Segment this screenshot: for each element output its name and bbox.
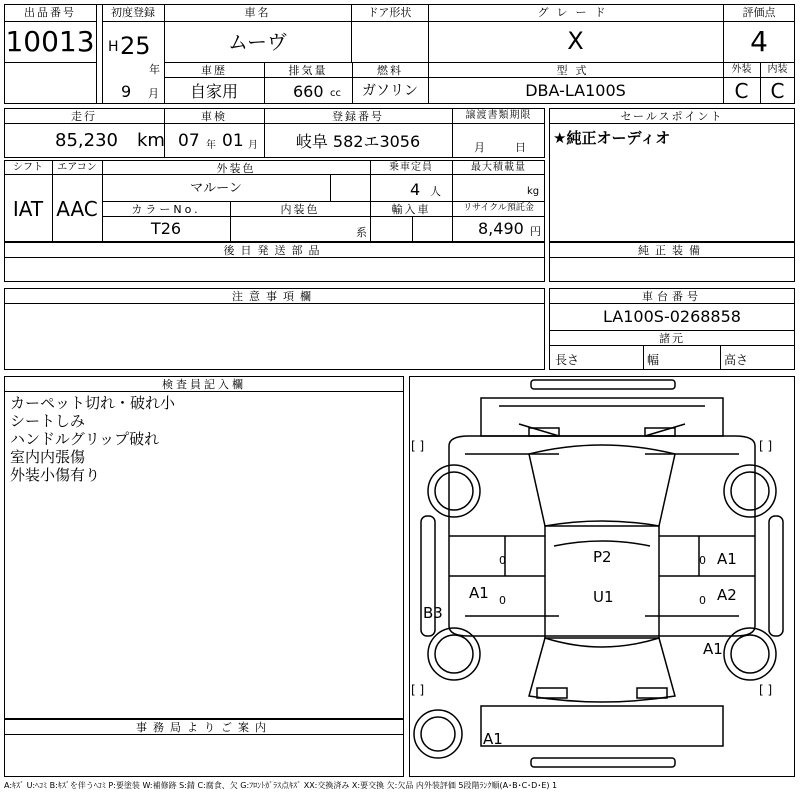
transfer-day-unit: 日 bbox=[515, 141, 526, 154]
reg-label: 初度登録 bbox=[111, 6, 155, 19]
lot-no-label: 出品番号 bbox=[24, 6, 76, 19]
ac: AAC bbox=[56, 197, 98, 221]
color-no-label: カラーNo. bbox=[131, 203, 201, 216]
insp-year-unit: 年 bbox=[206, 140, 216, 151]
transfer-label: 譲渡書類期限 bbox=[465, 110, 532, 121]
bracket-mark: [ ] bbox=[759, 439, 773, 453]
later-parts-label: 後日発送部品 bbox=[223, 244, 326, 257]
mark-a1-spare: A1 bbox=[483, 730, 503, 748]
inspector-line: ハンドルグリップ破れ bbox=[10, 430, 160, 448]
disp-unit: cc bbox=[330, 88, 341, 99]
bracket-mark: [ ] bbox=[759, 683, 773, 697]
sales-point: ★純正オーディオ bbox=[553, 129, 671, 147]
transfer-month-unit: 月 bbox=[474, 141, 485, 154]
length-label: 長さ bbox=[555, 353, 580, 367]
recycle-label: リサイクル預託金 bbox=[463, 203, 534, 213]
dims-label: 諸元 bbox=[659, 332, 685, 345]
reg-month: 9 bbox=[121, 82, 132, 101]
insp-month: 01 bbox=[222, 131, 244, 151]
color-no: T26 bbox=[150, 219, 182, 238]
ext-score: C bbox=[734, 79, 749, 103]
plate-label: 登録番号 bbox=[332, 110, 384, 123]
interior-unit: 系 bbox=[356, 226, 367, 239]
era: H bbox=[108, 39, 119, 55]
seats: 4 bbox=[410, 180, 421, 199]
width-label: 幅 bbox=[647, 353, 660, 367]
load-unit: kg bbox=[527, 186, 540, 197]
model-label: 型式 bbox=[556, 64, 595, 77]
inspection-label: 車検 bbox=[201, 110, 227, 123]
history: 自家用 bbox=[189, 82, 238, 101]
grade: X bbox=[567, 27, 584, 55]
insp-year: 07 bbox=[178, 131, 200, 151]
mark-zero: 0 bbox=[499, 554, 506, 567]
mark-b3: B3 bbox=[423, 604, 443, 622]
mark-zero: 0 bbox=[699, 594, 706, 607]
mark-a1-right-front: A1 bbox=[717, 550, 737, 568]
inspector-line: 室内内張傷 bbox=[10, 448, 86, 466]
int-label: 内装 bbox=[767, 64, 788, 75]
lot-no: 10013 bbox=[5, 25, 95, 58]
score-label: 評価点 bbox=[742, 6, 776, 19]
mileage-label: 走行 bbox=[71, 110, 97, 123]
mileage-unit: km bbox=[137, 130, 165, 151]
recycle: 8,490 bbox=[478, 219, 524, 238]
int-score: C bbox=[770, 79, 785, 103]
shift: IAT bbox=[12, 197, 44, 221]
grade-label: グレード bbox=[537, 6, 614, 19]
color: マルーン bbox=[190, 181, 242, 196]
ext-label: 外装 bbox=[731, 64, 752, 75]
plate: 岐阜 582エ3056 bbox=[295, 132, 421, 151]
notes-label: 注意事項欄 bbox=[232, 290, 317, 303]
inspector-line: シートしみ bbox=[10, 412, 86, 430]
insp-month-unit: 月 bbox=[248, 140, 258, 151]
color-label: 外装色 bbox=[216, 162, 256, 175]
sales-label: セールスポイント bbox=[620, 110, 724, 123]
mileage: 85,230 bbox=[55, 130, 118, 151]
mark-zero: 0 bbox=[499, 594, 506, 607]
inspector-line: 外装小傷有り bbox=[10, 466, 101, 484]
interior-label: 内装色 bbox=[280, 203, 320, 216]
chassis-label: 車台番号 bbox=[642, 290, 702, 303]
mark-u1: U1 bbox=[593, 588, 614, 606]
year-unit: 年 bbox=[149, 63, 160, 76]
office-label: 事務局よりご案内 bbox=[136, 721, 272, 734]
inspector-label: 検査員記入欄 bbox=[162, 378, 246, 391]
mark-a2-right: A2 bbox=[717, 586, 737, 604]
fuel-label: 燃料 bbox=[377, 64, 403, 77]
import-label: 輸入車 bbox=[391, 203, 431, 216]
score: 4 bbox=[750, 25, 768, 58]
model: DBA-LA100S bbox=[525, 81, 626, 100]
name-label: 車名 bbox=[244, 6, 271, 19]
load-label: 最大積載量 bbox=[471, 162, 526, 173]
bracket-mark: [ ] bbox=[411, 439, 425, 453]
history-label: 車歴 bbox=[201, 64, 227, 77]
chassis: LA100S-0268858 bbox=[603, 307, 741, 326]
seats-label: 乗車定員 bbox=[389, 162, 433, 173]
mark-zero: 0 bbox=[699, 554, 706, 567]
mark-a1-right-rear: A1 bbox=[703, 640, 723, 658]
door-label: ドア形状 bbox=[367, 6, 412, 19]
reg-year: 25 bbox=[120, 32, 151, 60]
shift-label: シフト bbox=[13, 162, 43, 173]
month-unit: 月 bbox=[148, 87, 159, 100]
height-label: 高さ bbox=[724, 353, 749, 367]
seats-unit: 人 bbox=[430, 185, 441, 198]
inspector-line: カーペット切れ・破れ小 bbox=[10, 394, 176, 412]
bracket-mark: [ ] bbox=[411, 683, 425, 697]
fuel: ガソリン bbox=[362, 83, 418, 99]
genuine-label: 純正装備 bbox=[638, 244, 706, 257]
disp: 660 bbox=[293, 82, 324, 101]
car-diagram bbox=[409, 376, 795, 777]
mark-a1-left: A1 bbox=[469, 584, 489, 602]
disp-label: 排気量 bbox=[288, 64, 328, 77]
ac-label: エアコン bbox=[57, 162, 97, 173]
car-name: ムーヴ bbox=[228, 30, 287, 54]
legend: A:ｷｽﾞ U:ﾍｺﾐ B:ｷｽﾞを伴うﾍｺﾐ P:要塗装 W:補修跡 S:錆 C:腐食、欠 G:ﾌﾛﾝﾄｶﾞﾗｽ点ｷｽﾞ XX:交換済み X:要交換 欠:欠品 内外装評価 5段階ﾗﾝｸ順(A･B･C･D･E) 1 bbox=[4, 781, 558, 790]
recycle-unit: 円 bbox=[530, 225, 541, 238]
mark-p2: P2 bbox=[593, 548, 612, 566]
